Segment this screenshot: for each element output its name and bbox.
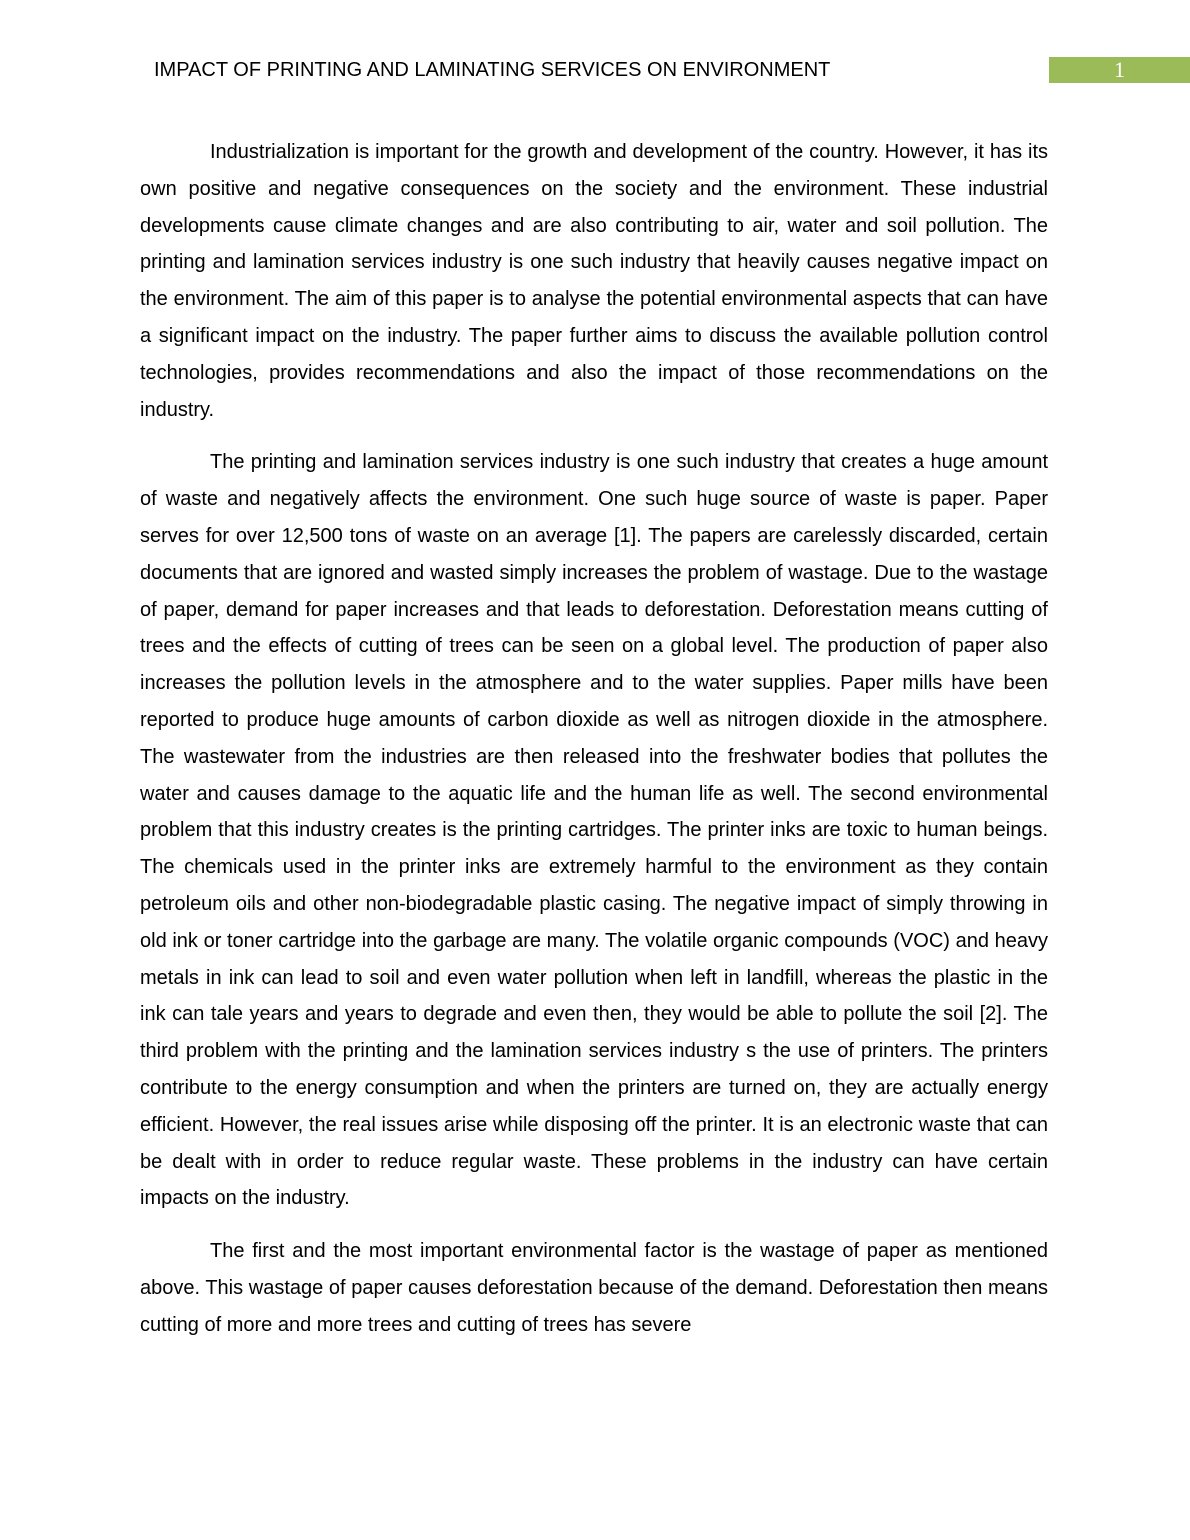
paragraph-introduction: Industrialization is important for the growth and development of the country. However, it has its own positive and negative consequences on the society and the environment. These industrial developments cause climate changes and are also contributing to air, water and soil pollution. The printing and lamination services industry is one such industry that heavily causes negative impact on the environment. The aim of this paper is to analyse the potential environmental aspects that can have a significant impact on the industry. The paper further aims to discuss the available pollution control technologies, provides recommendations and also the impact of those recommendations on the industry. <box>140 141 1048 421</box>
paragraph-environmental-problems: The printing and lamination services industry is one such industry that creates a huge amount of waste and negatively affects the environment. One such huge source of waste is paper. Paper serves for over 12,500 tons of waste on an average [1]. The papers are carelessly discarded, certain documents that are ignored and wasted simply increases the problem of wastage. Due to the wastage of paper, demand for paper increases and that leads to deforestation. Deforestation means cutting of trees and the effects of cutting of trees can be seen on a global level. The production of paper also increases the pollution levels in the atmosphere and to the water supplies. Paper mills have been reported to produce huge amounts of carbon dioxide as well as nitrogen dioxide in the atmosphere. The wastewater from the industries are then released into the freshwater bodies that pollutes the water and causes damage to the aquatic life and the human life as well. The second environmental problem that this industry creates is the printing cartridges. The printer inks are toxic to human beings. The chemicals used in the printer inks are extremely harmful to the environment as they contain petroleum oils and other non-biodegradable plastic casing. The negative impact of simply throwing in old ink or toner cartridge into the garbage are many. The volatile organic compounds (VOC) and heavy metals in ink can lead to soil and even water pollution when left in landfill, whereas the plastic in the ink can tale years and years to degrade and even then, they would be able to pollute the soil [2]. The third problem with the printing and the lamination services industry s the use of printers. The printers contribute to the energy consumption and when the printers are turned on, they are actually energy efficient. However, the real issues arise while disposing off the printer. It is an electronic waste that can be dealt with in order to reduce regular waste. These problems in the industry can have certain impacts on the industry. <box>140 451 1048 1210</box>
paragraph-paper-wastage: The first and the most important environmental factor is the wastage of paper as mentioned above. This wastage of paper causes deforestation because of the demand. Deforestation then means cutting of more and more trees and cutting of trees has severe <box>140 1240 1048 1336</box>
running-head-title: IMPACT OF PRINTING AND LAMINATING SERVICES ON ENVIRONMENT <box>154 59 831 81</box>
document-body <box>140 134 1048 1344</box>
page-number: 1 <box>1049 57 1190 83</box>
